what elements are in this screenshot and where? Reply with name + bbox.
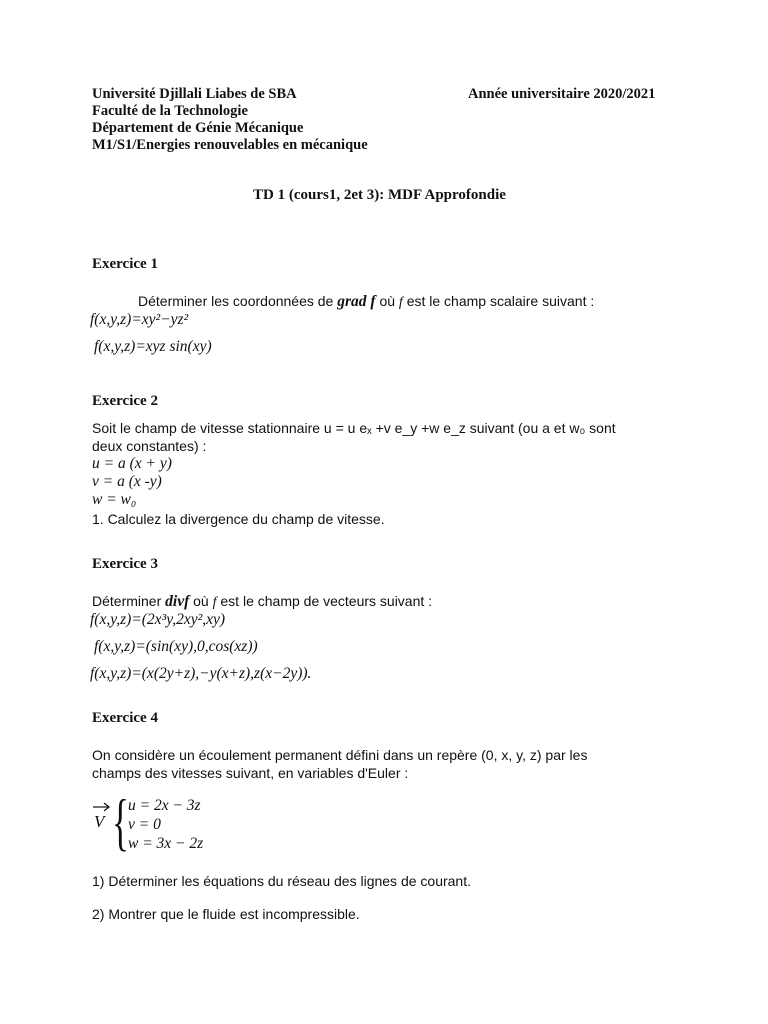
- exercise-2-line-1: Soit le champ de vitesse stationnaire u = u eₓ +v e_y +w e_z suivant (ou a et w₀ sont: [92, 420, 616, 436]
- exercise-3-title: Exercice 3: [92, 556, 158, 572]
- exercise-2-title: Exercice 2: [92, 393, 158, 409]
- exercise-2-u: u = a (x + y): [92, 455, 172, 472]
- system-brace: {: [112, 786, 129, 857]
- exercise-3-intro: Déterminer divf où f est le champ de vecteurs suivant :: [92, 593, 433, 610]
- exercise-2-question-1: 1. Calculez la divergence du champ de vitesse.: [92, 511, 385, 527]
- academic-year: Année universitaire 2020/2021: [468, 86, 656, 102]
- exercise-4-line-1: On considère un écoulement permanent défini dans un repère (0, x, y, z) par les: [92, 747, 588, 763]
- exercise-2-line-2: deux constantes) :: [92, 438, 207, 454]
- exercise-3-function-1: f(x,y,z)=(2x³y,2xy²,xy): [90, 611, 226, 628]
- department-name: Département de Génie Mécanique: [92, 120, 304, 136]
- exercise-4-line-2: champs des vitesses suivant, en variables d'Euler :: [92, 765, 409, 781]
- document-title: TD 1 (cours1, 2et 3): MDF Approfondie: [253, 187, 506, 203]
- vector-arrow-icon: [92, 802, 112, 812]
- program-name: M1/S1/Energies renouvelables en mécanique: [92, 137, 368, 153]
- exercise-4-question-1: 1) Déterminer les équations du réseau des lignes de courant.: [92, 873, 471, 889]
- exercise-4-u: u = 2x − 3z: [128, 797, 201, 814]
- exercise-4-v: v = 0: [128, 816, 161, 833]
- exercise-1-function-1: f(x,y,z)=xy²−yz²: [90, 311, 189, 328]
- exercise-4-title: Exercice 4: [92, 710, 158, 726]
- exercise-2-v: v = a (x -y): [92, 473, 162, 490]
- velocity-vector-symbol: V: [92, 808, 112, 836]
- exercise-3-function-2: f(x,y,z)=(sin(xy),0,cos(xz)): [94, 638, 258, 655]
- exercise-1-function-2: f(x,y,z)=xyz sin(xy): [94, 338, 212, 355]
- exercise-2-w: w = w₀: [92, 491, 137, 508]
- exercise-4-w: w = 3x − 2z: [128, 835, 204, 852]
- exercise-3-function-3: f(x,y,z)=(x(2y+z),−y(x+z),z(x−2y)).: [90, 665, 312, 682]
- exercise-4-question-2: 2) Montrer que le fluide est incompressible.: [92, 906, 360, 922]
- university-name: Université Djillali Liabes de SBA: [92, 86, 297, 102]
- exercise-1-title: Exercice 1: [92, 256, 158, 272]
- exercise-1-intro: Déterminer les coordonnées de grad f où f est le champ scalaire suivant :: [138, 293, 595, 310]
- faculty-name: Faculté de la Technologie: [92, 103, 248, 119]
